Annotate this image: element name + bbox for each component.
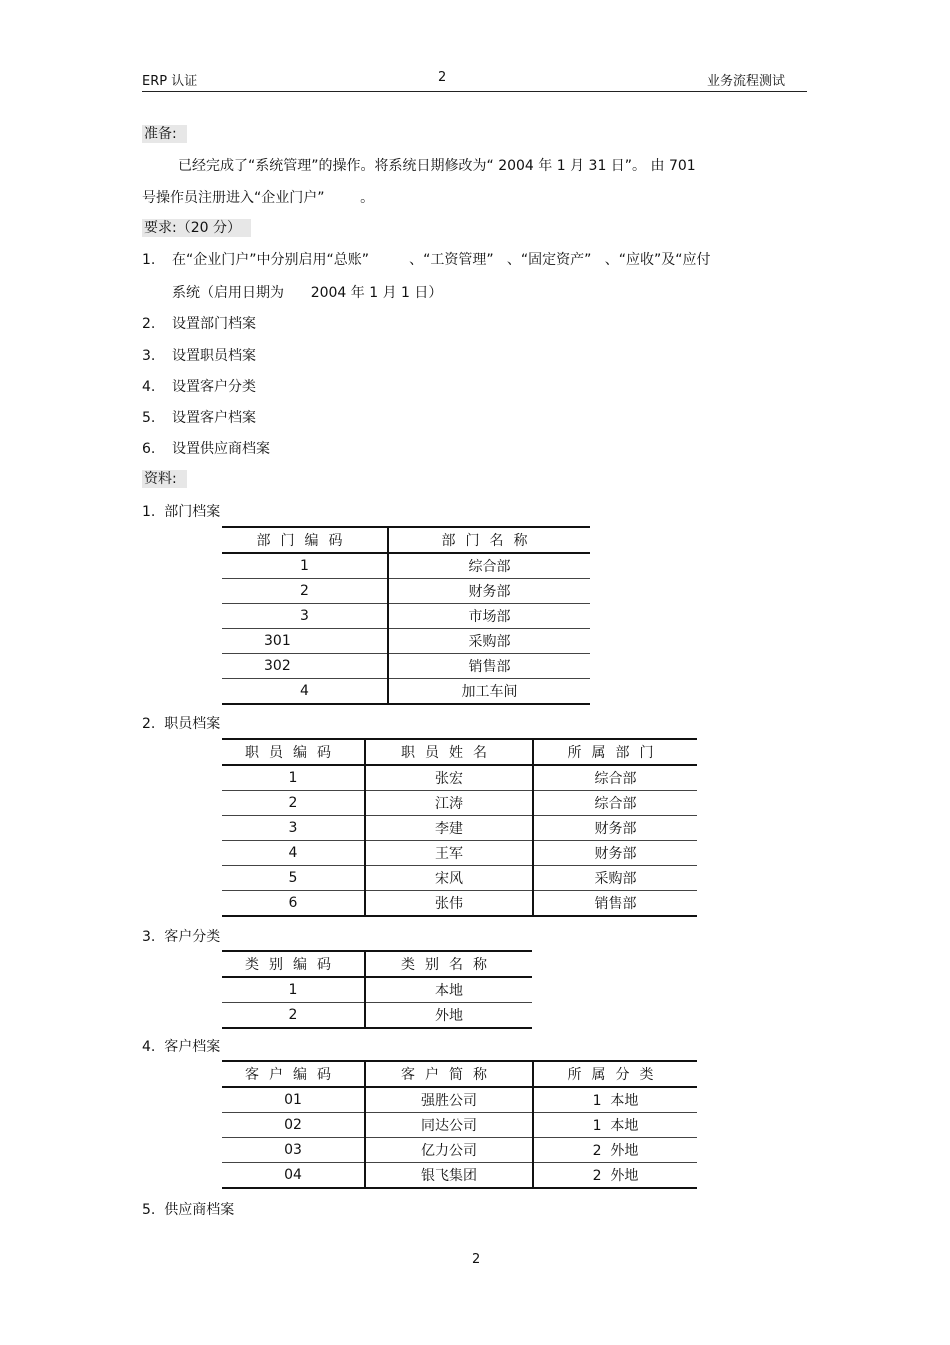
staff-dept: 财务部 <box>533 816 697 841</box>
staff-code: 3 <box>222 816 365 841</box>
table-row <box>222 1163 697 1189</box>
table-row <box>222 791 697 816</box>
dept-header-code: 部门编码 <box>222 527 388 553</box>
table-row <box>222 765 697 791</box>
materials-label: 资料: <box>142 468 187 488</box>
staff-dept: 采购部 <box>533 866 697 891</box>
staff-code: 4 <box>222 841 365 866</box>
dept-name: 销售部 <box>388 654 590 679</box>
custclass-header-code: 类别编码 <box>222 951 365 977</box>
staff-dept: 财务部 <box>533 841 697 866</box>
footer-page-number: 2 <box>472 1252 481 1267</box>
table-row <box>222 841 697 866</box>
header-right: 业务流程测试 <box>707 74 786 89</box>
dept-section-title: 1. 部门档案 <box>142 504 221 520</box>
dept-name: 综合部 <box>388 553 590 579</box>
dept-name: 市场部 <box>388 604 590 629</box>
cust-class: 1 本地 <box>533 1087 697 1113</box>
header-page-number: 2 <box>438 70 447 85</box>
supplier-section-title: 5. 供应商档案 <box>142 1202 235 1218</box>
custclass-header-name: 类别名称 <box>365 951 532 977</box>
custclass-table <box>222 950 532 1029</box>
requirements-label: 要求:（20 分） <box>142 217 251 237</box>
dept-name: 财务部 <box>388 579 590 604</box>
req-item-1: 1. 在“企业门户”中分别启用“总账” 、“工资管理” 、“固定资产” 、“应收”及“应付 <box>142 252 711 268</box>
table-row <box>222 816 697 841</box>
cust-code: 02 <box>222 1113 365 1138</box>
table-row <box>222 1087 697 1113</box>
dept-code: 3 <box>222 604 388 629</box>
cust-code: 03 <box>222 1138 365 1163</box>
table-row <box>222 604 590 629</box>
dept-code: 302 <box>222 654 388 679</box>
staff-code: 2 <box>222 791 365 816</box>
table-row <box>222 553 590 579</box>
req-item-2: 2. 设置部门档案 <box>142 316 256 332</box>
staff-code: 5 <box>222 866 365 891</box>
staff-dept: 综合部 <box>533 791 697 816</box>
cust-class: 2 外地 <box>533 1138 697 1163</box>
dept-name: 加工车间 <box>388 679 590 705</box>
table-row <box>222 629 590 654</box>
header-left: ERP 认证 <box>142 74 198 89</box>
cust-class: 2 外地 <box>533 1163 697 1189</box>
header-rule <box>142 91 807 92</box>
table-row <box>222 654 590 679</box>
cust-name: 强胜公司 <box>365 1087 533 1113</box>
dept-code: 4 <box>222 679 388 705</box>
cust-code: 04 <box>222 1163 365 1189</box>
cust-name: 银飞集团 <box>365 1163 533 1189</box>
staff-name: 江涛 <box>365 791 533 816</box>
cust-header-class: 所属分类 <box>533 1061 697 1087</box>
cust-name: 亿力公司 <box>365 1138 533 1163</box>
req-item-5: 5. 设置客户档案 <box>142 410 256 426</box>
staff-header-code: 职员编码 <box>222 739 365 765</box>
cust-code: 01 <box>222 1087 365 1113</box>
staff-dept: 综合部 <box>533 765 697 791</box>
dept-code: 2 <box>222 579 388 604</box>
table-row <box>222 679 590 705</box>
custclass-name: 外地 <box>365 1003 532 1029</box>
req-item-3: 3. 设置职员档案 <box>142 348 256 364</box>
dept-code: 301 <box>222 629 388 654</box>
staff-name: 李建 <box>365 816 533 841</box>
dept-name: 采购部 <box>388 629 590 654</box>
cust-section-title: 4. 客户档案 <box>142 1039 221 1055</box>
staff-code: 1 <box>222 765 365 791</box>
cust-header-name: 客户简称 <box>365 1061 533 1087</box>
staff-name: 宋风 <box>365 866 533 891</box>
staff-table <box>222 738 697 917</box>
cust-table <box>222 1060 697 1189</box>
cust-header-code: 客户编码 <box>222 1061 365 1087</box>
staff-name: 张宏 <box>365 765 533 791</box>
custclass-code: 1 <box>222 977 365 1003</box>
dept-header-name: 部门名称 <box>388 527 590 553</box>
req-item-4: 4. 设置客户分类 <box>142 379 256 395</box>
table-row <box>222 1003 532 1029</box>
table-row <box>222 891 697 917</box>
dept-table <box>222 526 590 705</box>
prep-line-1: 已经完成了“系统管理”的操作。将系统日期修改为“ 2004 年 1 月 31 日”。 由 701 <box>178 158 696 174</box>
staff-name: 王军 <box>365 841 533 866</box>
table-row <box>222 1138 697 1163</box>
staff-section-title: 2. 职员档案 <box>142 716 221 732</box>
staff-dept: 销售部 <box>533 891 697 917</box>
custclass-name: 本地 <box>365 977 532 1003</box>
req-item-1-cont: 系统（启用日期为 2004 年 1 月 1 日） <box>172 285 443 301</box>
table-row <box>222 866 697 891</box>
custclass-section-title: 3. 客户分类 <box>142 929 221 945</box>
table-row <box>222 1113 697 1138</box>
table-row <box>222 977 532 1003</box>
prep-label: 准备: <box>142 123 187 143</box>
staff-header-name: 职员姓名 <box>365 739 533 765</box>
req-item-6: 6. 设置供应商档案 <box>142 441 270 457</box>
staff-code: 6 <box>222 891 365 917</box>
prep-line-2: 号操作员注册进入“企业门户” 。 <box>142 190 375 206</box>
cust-class: 1 本地 <box>533 1113 697 1138</box>
cust-name: 同达公司 <box>365 1113 533 1138</box>
dept-code: 1 <box>222 553 388 579</box>
staff-header-dept: 所属部门 <box>533 739 697 765</box>
custclass-code: 2 <box>222 1003 365 1029</box>
table-row <box>222 579 590 604</box>
staff-name: 张伟 <box>365 891 533 917</box>
